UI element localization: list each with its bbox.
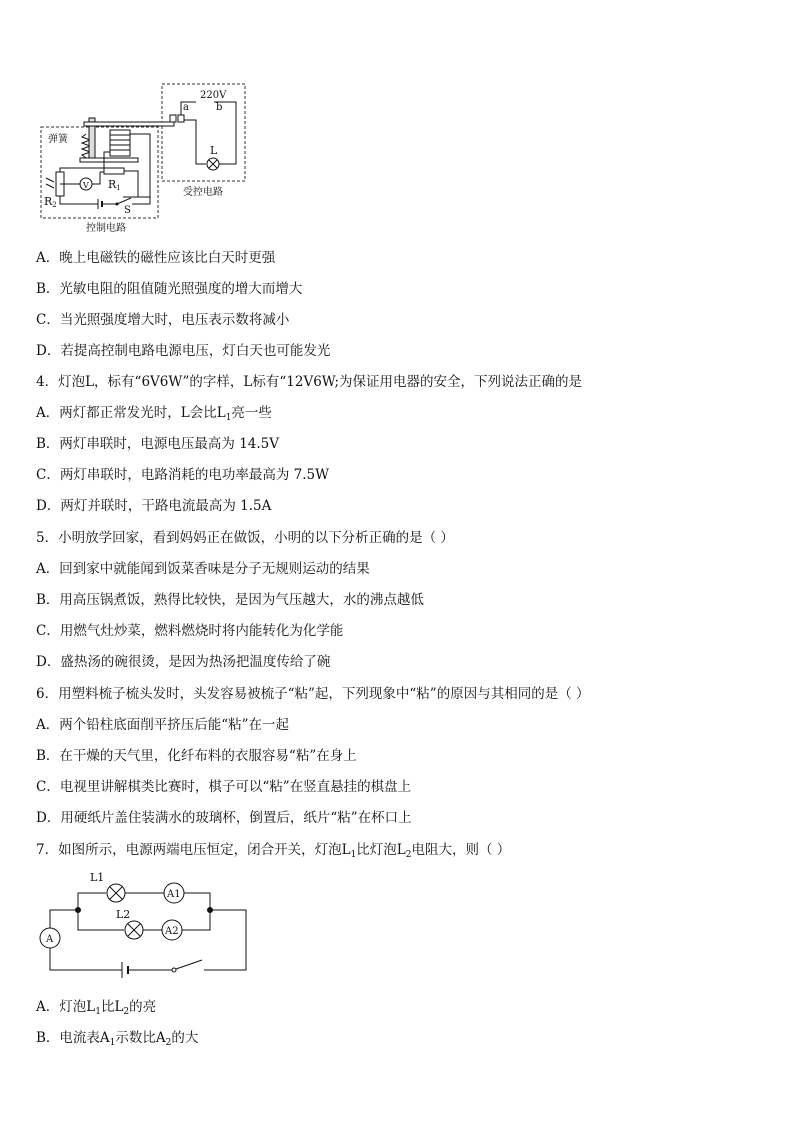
q5-stem: 5．小明放学回家，看到妈妈正在做饭，小明的以下分析正确的是（ ） [36,530,454,546]
q3-option-a: A．晚上电磁铁的磁性应该比白天时更强 [36,250,276,266]
q7-option-a: A．灯泡$L_1$比$L_2$的亮 [36,999,157,1017]
q4-option-c: C．两灯串联时，电路消耗的电功率最高为 7.5W [36,467,329,483]
q3-option-d: D．若提高控制电路电源电压，灯白天也可能发光 [36,343,331,359]
label-voltmeter: V [83,181,89,190]
q3-option-c: C．当光照强度增大时，电压表示数将减小 [36,312,290,328]
label-switch: S [124,205,131,216]
q7-option-b: B．电流表$A_1$示数比$A_2$的大 [36,1030,199,1048]
q3-option-b: B．光敏电阻的阻值随光照强度的增大而增大 [36,281,303,297]
label-l1: L1 [90,871,105,884]
q4-option-d: D．两灯并联时，干路电流最高为 1.5A [36,498,272,514]
parallel-circuit-diagram [38,868,250,988]
label-r2: R2 [44,195,57,209]
label-220v: 220V [200,90,227,101]
label-a2: A2 [165,926,179,937]
relay-circuit-diagram [38,82,250,234]
caption-controlled-circuit: 受控电路 [183,187,223,198]
q5-option-c: C．用燃气灶炒菜，燃料燃烧时将内能转化为化学能 [36,623,344,639]
q6-option-b: B．在干燥的天气里，化纤布料的衣服容易“粘”在身上 [36,748,357,764]
q6-option-c: C．电视里讲解棋类比赛时，棋子可以“粘”在竖直悬挂的棋盘上 [36,779,412,795]
label-lamp: L [210,144,218,157]
q5-option-d: D．盛热汤的碗很烫，是因为热汤把温度传给了碗 [36,654,331,670]
label-l2: L2 [116,908,131,921]
q7-stem: 7．如图所示，电源两端电压恒定，闭合开关，灯泡$L_1$比灯泡$L_2$电阻大，则（ ） [36,842,511,860]
q4-option-a: A．两灯都正常发光时，L会比$L_1$亮一些 [36,405,272,423]
label-contact-a: a [183,102,189,113]
label-r1: R1 [108,178,121,192]
q5-option-a: A．回到家中就能闻到饭菜香味是分子无规则运动的结果 [36,561,370,577]
q6-option-a: A．两个铅柱底面削平挤压后能“粘”在一起 [36,717,290,733]
label-ammeter-main: A [46,934,54,945]
caption-control-circuit: 控制电路 [86,223,126,234]
q4-stem: 4．灯泡L，标有“6V6W”的字样，L标有“12V6W;为保证用电器的安全，下列说法正确的是 [36,374,583,390]
q5-option-b: B．用高压锅煮饭，熟得比较快，是因为气压越大，水的沸点越低 [36,592,424,608]
label-a1: A1 [167,889,181,900]
q6-option-d: D．用硬纸片盖住装满水的玻璃杯，倒置后，纸片“粘”在杯口上 [36,810,412,826]
q6-stem: 6．用塑料梳子梳头发时，头发容易被梳子“粘”起，下列现象中“粘”的原因与其相同的是（ ） [36,686,590,702]
q4-option-b: B．两灯串联时，电源电压最高为 14.5V [36,436,280,452]
label-spring: 弹簧 [48,134,68,145]
label-contact-b: b [216,102,223,113]
